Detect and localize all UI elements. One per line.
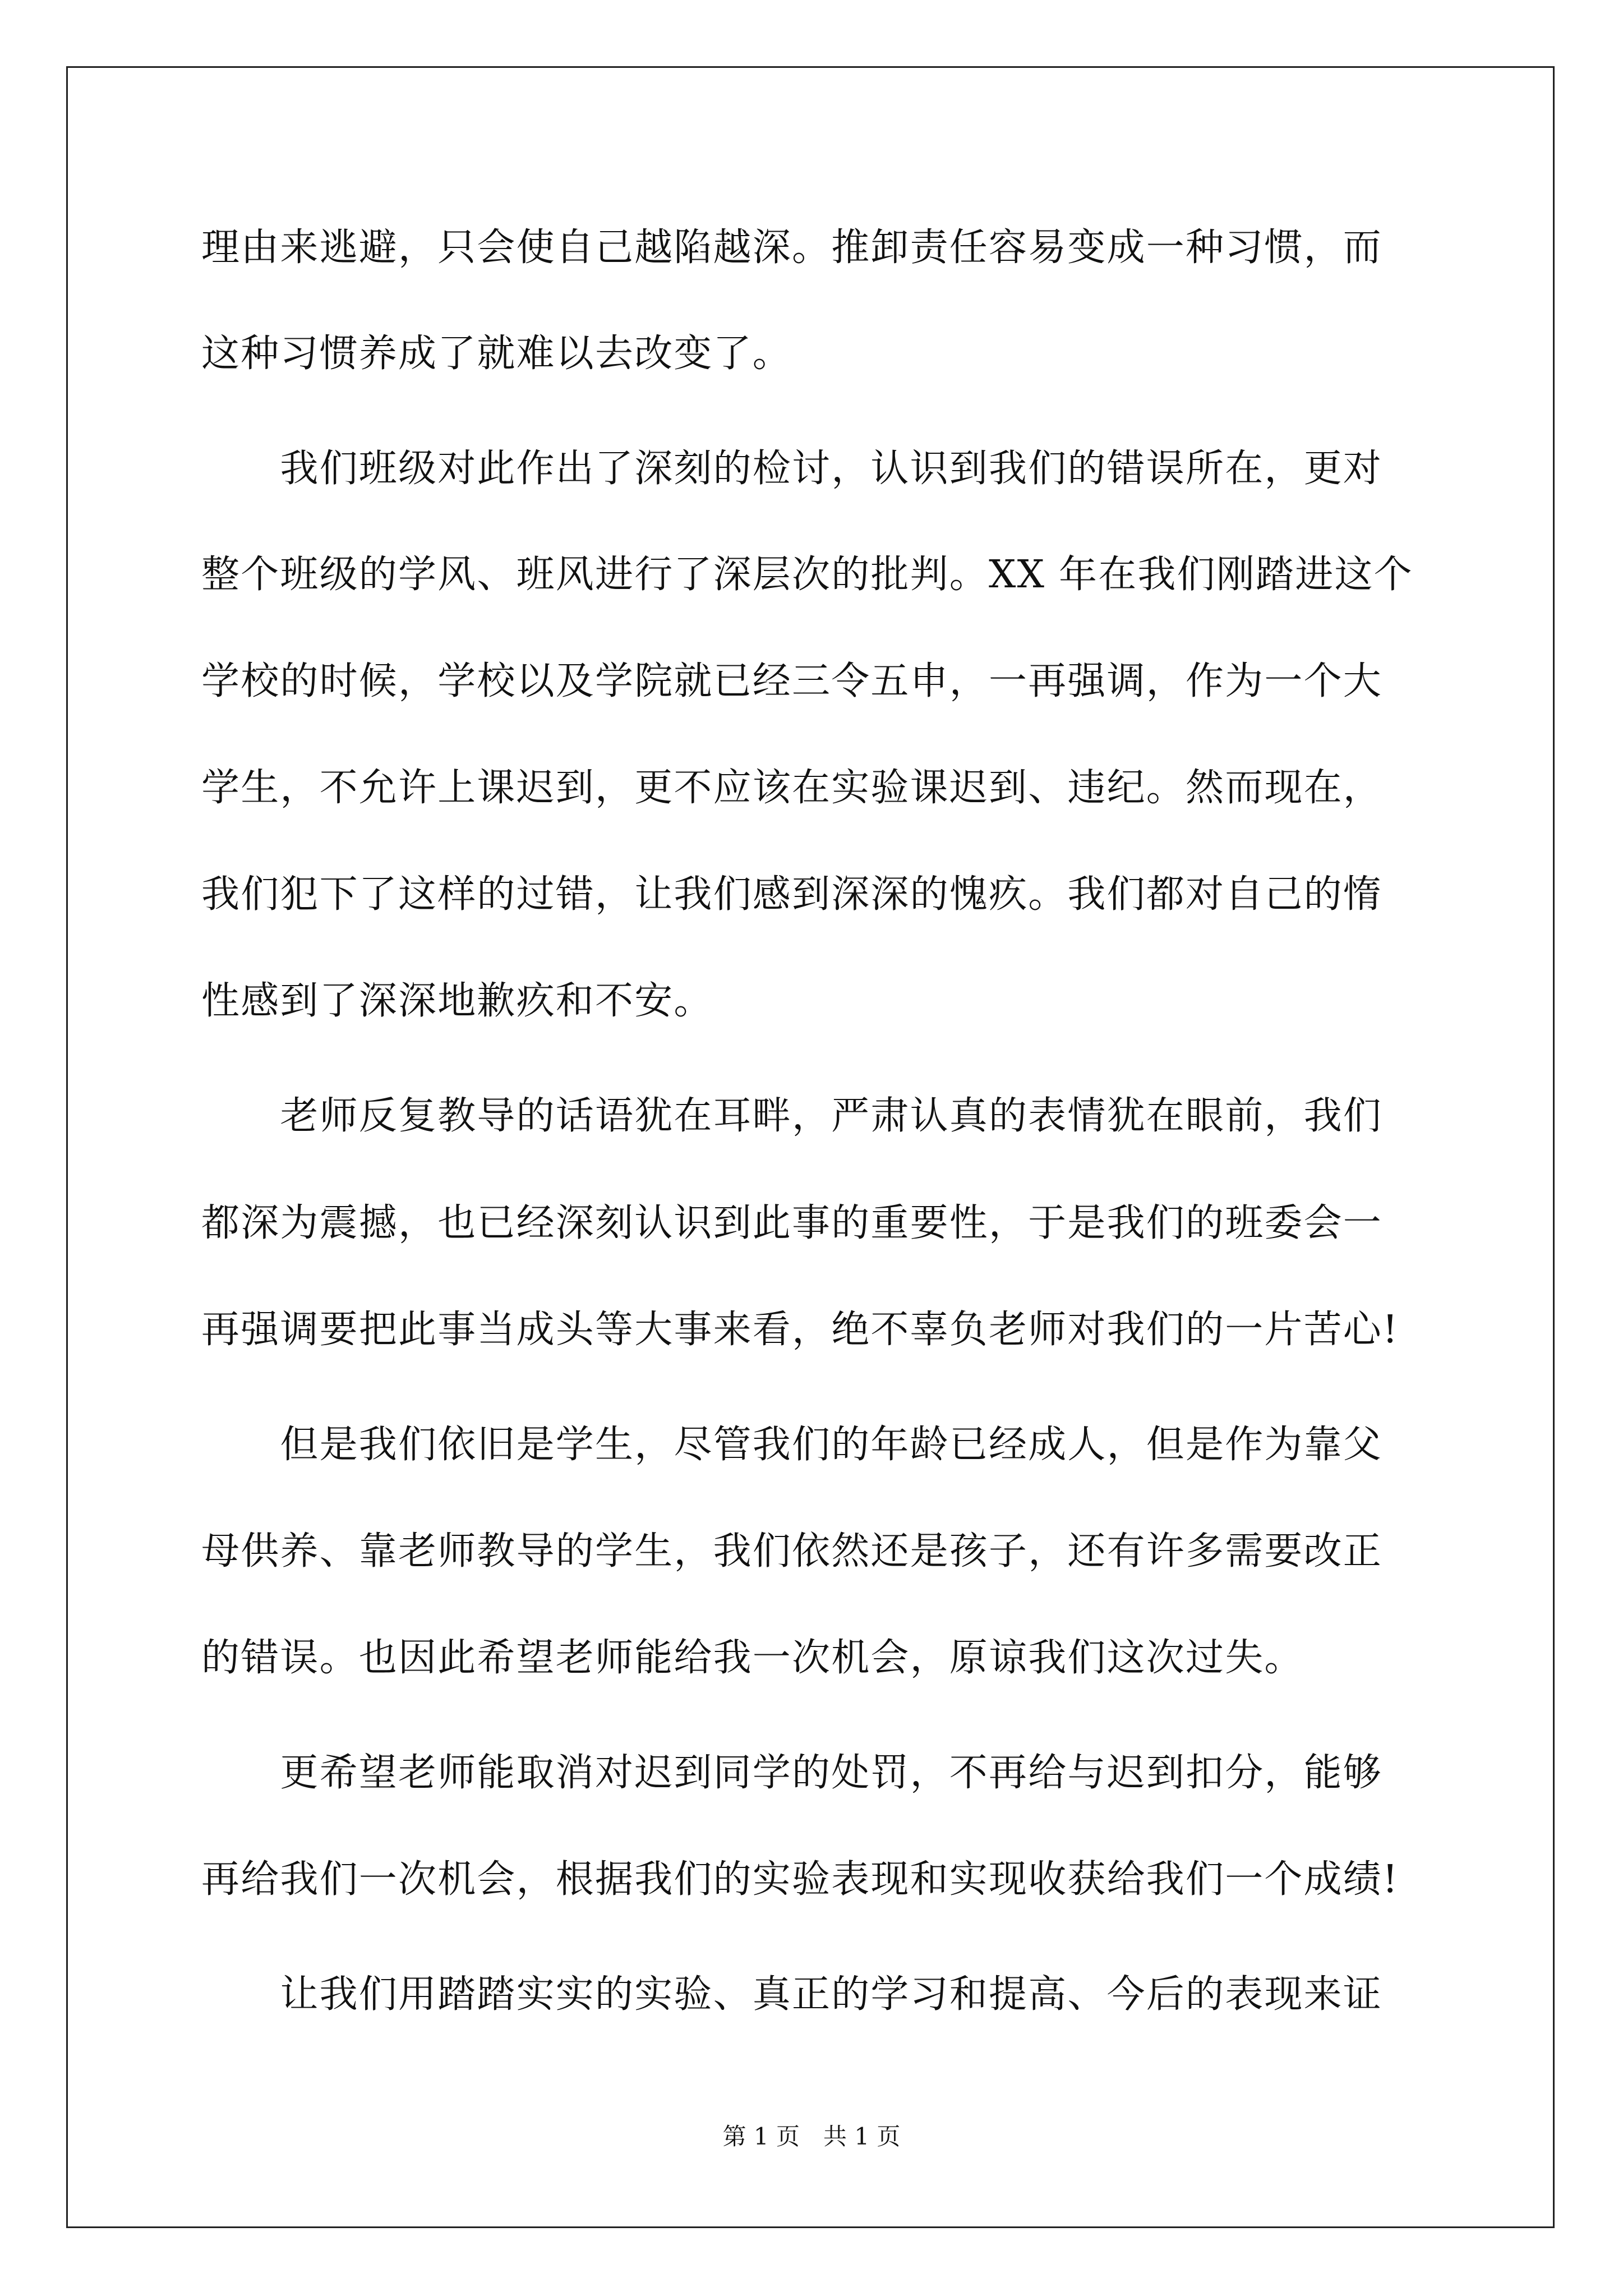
text-line: 但是我们依旧是学生，尽管我们的年龄已经成人，但是作为靠父 [201,1423,1383,1467]
text-line: 都深为震撼，也已经深刻认识到此事的重要性，于是我们的班委会一 [201,1201,1383,1245]
text-line: 老师反复教导的话语犹在耳畔，严肃认真的表情犹在眼前，我们 [201,1094,1383,1138]
text-line: 再强调要把此事当成头等大事来看，绝不辜负老师对我们的一片苦心! [201,1308,1399,1352]
text-line: 让我们用踏踏实实的实验、真正的学习和提高、今后的表现来证 [201,1972,1383,2017]
text-line: 的错误。也因此希望老师能给我一次机会，原谅我们这次过失。 [201,1636,1304,1680]
text-line: 学校的时候，学校以及学院就已经三令五申，一再强调，作为一个大 [201,659,1383,703]
text-line: 我们班级对此作出了深刻的检讨，认识到我们的错误所在，更对 [201,447,1383,491]
text-line: 理由来逃避，只会使自己越陷越深。推卸责任容易变成一种习惯，而 [201,226,1383,270]
text-line: 整个班级的学风、班风进行了深层次的批判。XX 年在我们刚踏进这个 [201,553,1413,597]
text-line: 性感到了深深地歉疚和不安。 [201,979,713,1023]
page-border [66,66,1555,2228]
text-line: 我们犯下了这样的过错，让我们感到深深的愧疚。我们都对自己的惰 [201,872,1383,917]
text-line: 学生，不允许上课迟到，更不应该在实验课迟到、违纪。然而现在， [201,766,1383,810]
page-number-footer: 第 1 页 共 1 页 [722,2123,901,2150]
text-line: 更希望老师能取消对迟到同学的处罚，不再给与迟到扣分，能够 [201,1751,1383,1795]
text-line: 这种习惯养成了就难以去改变了。 [201,332,792,376]
text-line: 母供养、靠老师教导的学生，我们依然还是孩子，还有许多需要改正 [201,1529,1383,1573]
text-line: 再给我们一次机会，根据我们的实验表现和实现收获给我们一个成绩! [201,1857,1399,1902]
